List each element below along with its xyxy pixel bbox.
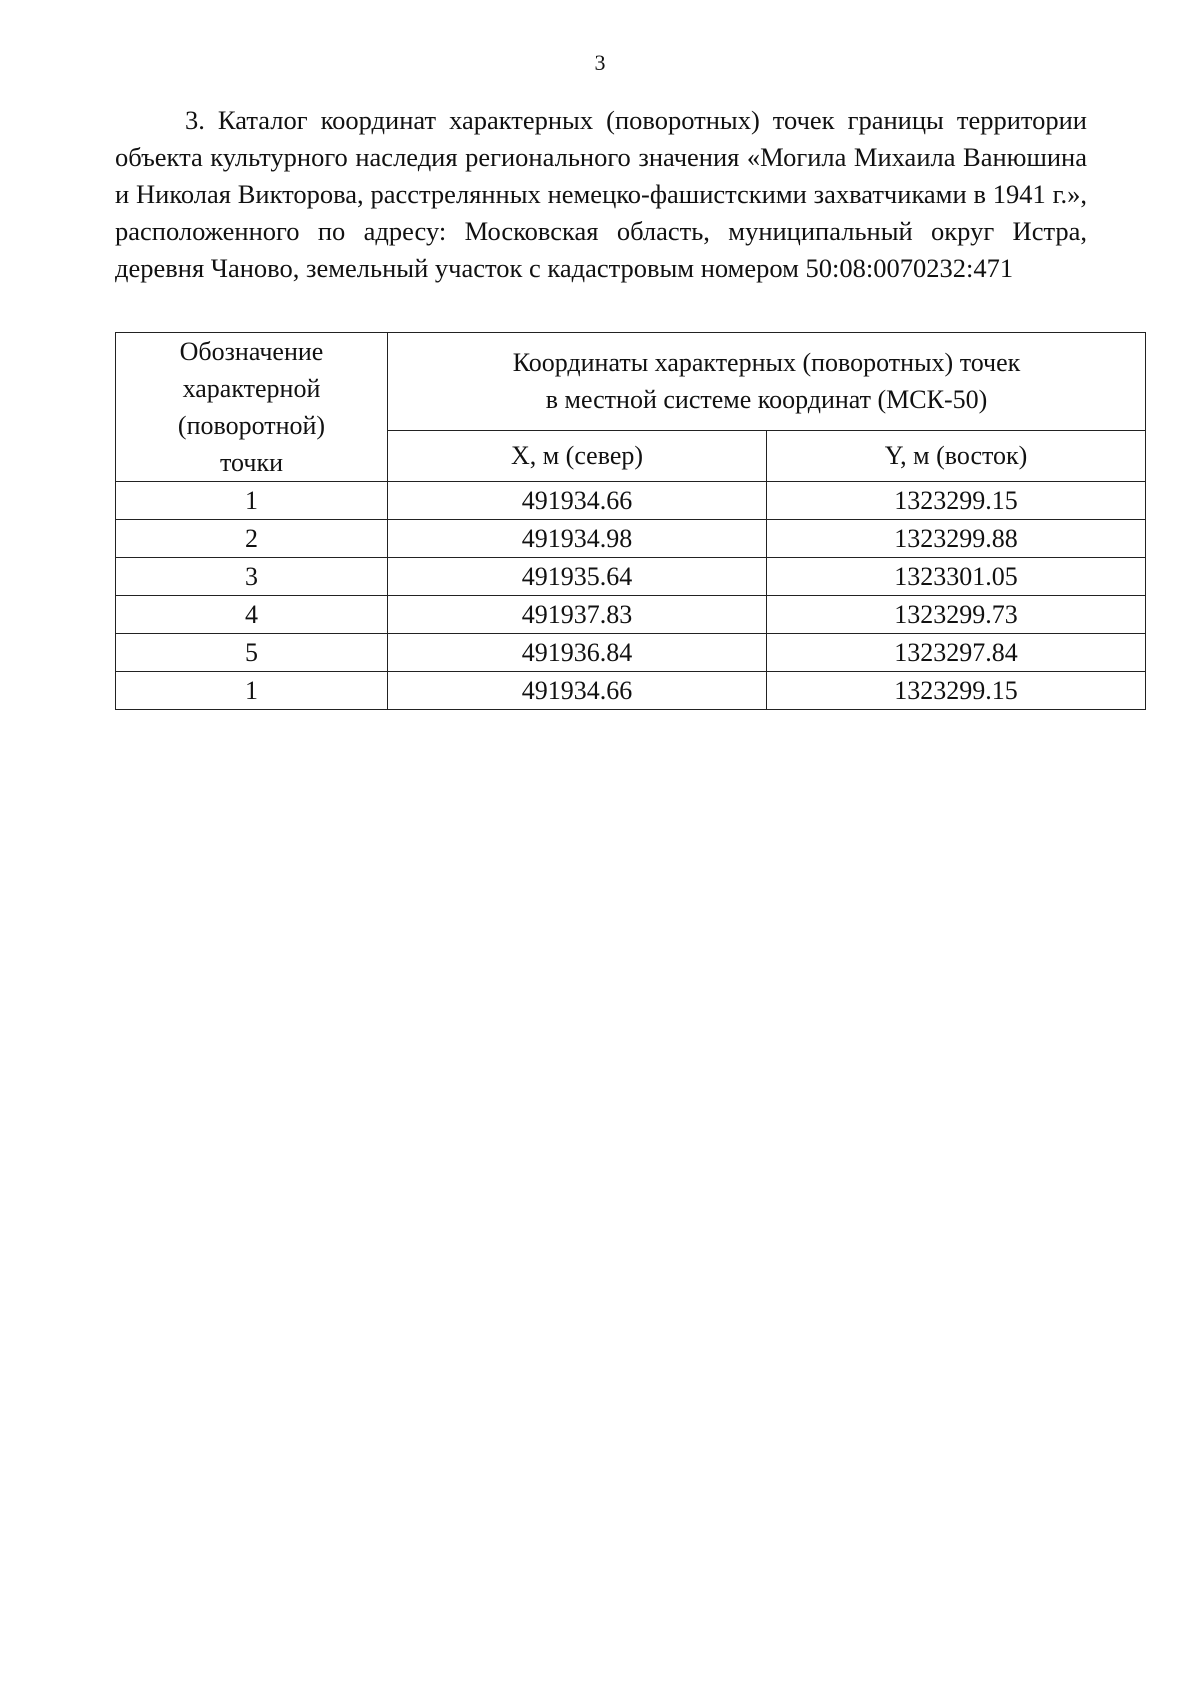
point-cell: 5 bbox=[116, 634, 388, 672]
y-cell: 1323299.15 bbox=[767, 672, 1146, 710]
point-header-line: (поворотной) bbox=[177, 411, 326, 440]
point-header-line: точки bbox=[220, 448, 283, 477]
point-cell: 1 bbox=[116, 672, 388, 710]
point-cell: 2 bbox=[116, 520, 388, 558]
point-cell: 4 bbox=[116, 596, 388, 634]
x-cell: 491935.64 bbox=[388, 558, 767, 596]
table-row bbox=[116, 482, 1146, 520]
x-cell: 491934.66 bbox=[388, 482, 767, 520]
point-cell: 3 bbox=[116, 558, 388, 596]
x-cell: 491934.66 bbox=[388, 672, 767, 710]
table-row bbox=[116, 672, 1146, 710]
coords-header-line: в местной системе координат (МСК-50) bbox=[545, 385, 988, 415]
section-paragraph: 3. Каталог координат характерных (поворотных) точек границы территории объекта культурного наследия регионального значения «Могила Михаила Ванюшина и Николая Викторова, расстрелянных немецко-фашистскими захватчиками в 1941 г.», расположенного по адресу: Московская область, муниципальный округ Истра, деревня Чаново, земельный участок с кадастровым номером 50:08:0070232:471 bbox=[115, 105, 1087, 283]
coords-header-line: Координаты характерных (поворотных) точек bbox=[512, 348, 1021, 378]
coordinates-group-header bbox=[388, 333, 1146, 431]
table-row bbox=[116, 596, 1146, 634]
point-header-line: Обозначение bbox=[179, 337, 324, 366]
y-column-header: Y, м (восток) bbox=[767, 430, 1146, 481]
y-cell: 1323299.15 bbox=[767, 482, 1146, 520]
x-column-header: X, м (север) bbox=[388, 430, 767, 481]
x-cell: 491936.84 bbox=[388, 634, 767, 672]
coordinates-table bbox=[115, 332, 1146, 710]
y-cell: 1323297.84 bbox=[767, 634, 1146, 672]
table-row bbox=[116, 634, 1146, 672]
x-cell: 491937.83 bbox=[388, 596, 767, 634]
y-cell: 1323299.88 bbox=[767, 520, 1146, 558]
y-cell: 1323299.73 bbox=[767, 596, 1146, 634]
point-header-line: характерной bbox=[182, 374, 321, 403]
point-cell: 1 bbox=[116, 482, 388, 520]
point-column-header bbox=[116, 333, 388, 482]
page-number: 3 bbox=[594, 50, 606, 75]
table-header-row bbox=[116, 333, 1146, 431]
table-row bbox=[116, 520, 1146, 558]
table-row bbox=[116, 558, 1146, 596]
y-cell: 1323301.05 bbox=[767, 558, 1146, 596]
x-cell: 491934.98 bbox=[388, 520, 767, 558]
